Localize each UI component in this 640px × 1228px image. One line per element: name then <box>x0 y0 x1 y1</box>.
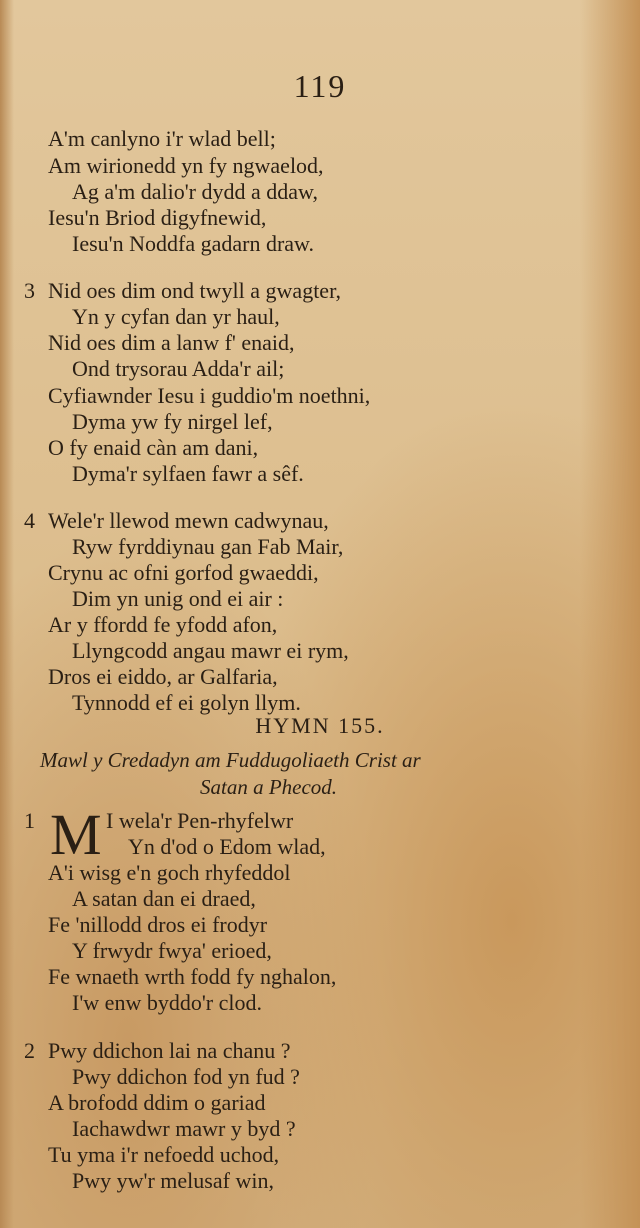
verse-line: Tu yma i'r nefoedd uchod, <box>48 1142 280 1167</box>
page-number: 119 <box>293 68 347 104</box>
verse-line: Iachawdwr mawr y byd ? <box>72 1116 296 1141</box>
verse-line: Ond trysorau Adda'r ail; <box>72 356 285 381</box>
drop-cap: M <box>50 802 102 867</box>
verse-line: I wela'r Pen-rhyfelwr <box>106 808 294 833</box>
stanza-number: 1 <box>24 808 35 833</box>
verse-line: Yn d'od o Edom wlad, <box>128 834 326 859</box>
verse-line: Iesu'n Noddfa gadarn draw. <box>72 231 314 256</box>
hymn-subtitle-line: Mawl y Credadyn am Fuddugoliaeth Crist ar <box>40 748 421 772</box>
verse-line: Pwy ddichon fod yn fud ? <box>72 1064 300 1089</box>
verse-line: Iesu'n Briod digyfnewid, <box>48 205 267 230</box>
verse-line: A'i wisg e'n goch rhyfeddol <box>48 860 291 885</box>
verse-line: Cyfiawnder Iesu i guddio'm noethni, <box>48 383 371 408</box>
verse-line: Pwy yw'r melusaf win, <box>72 1168 274 1193</box>
verse-line: Wele'r llewod mewn cadwynau, <box>48 508 329 533</box>
verse-line: A'm canlyno i'r wlad bell; <box>48 126 276 151</box>
verse-line: O fy enaid càn am dani, <box>48 435 259 460</box>
verse-line: Y frwydr fwya' erioed, <box>72 938 272 963</box>
verse-line: Am wirionedd yn fy ngwaelod, <box>48 153 324 178</box>
verse-line: A satan dan ei draed, <box>72 886 256 911</box>
verse-line: Nid oes dim a lanw f' enaid, <box>48 330 295 355</box>
verse-line: Ag a'm dalio'r dydd a ddaw, <box>72 179 318 204</box>
verse-line: Yn y cyfan dan yr haul, <box>72 304 280 329</box>
verse-line: A brofodd ddim o gariad <box>48 1090 266 1115</box>
stanza-number: 4 <box>24 508 35 533</box>
verse-line: Pwy ddichon lai na chanu ? <box>48 1038 291 1063</box>
verse-line: Dyma'r sylfaen fawr a sêf. <box>72 461 304 486</box>
stanza-number: 3 <box>24 278 35 303</box>
verse-line: Ryw fyrddiynau gan Fab Mair, <box>72 534 344 559</box>
verse-line: Llyngcodd angau mawr ei rym, <box>72 638 349 663</box>
verse-line: Fe 'nillodd dros ei frodyr <box>48 912 268 937</box>
verse-line: I'w enw byddo'r clod. <box>72 990 262 1015</box>
verse-line: Crynu ac ofni gorfod gwaeddi, <box>48 560 319 585</box>
verse-line: Dim yn unig ond ei air : <box>72 586 284 611</box>
verse-line: Nid oes dim ond twyll a gwagter, <box>48 278 342 303</box>
verse-line: Fe wnaeth wrth fodd fy nghalon, <box>48 964 337 989</box>
verse-line: Dyma yw fy nirgel lef, <box>72 409 273 434</box>
hymn-subtitle-line: Satan a Phecod. <box>200 775 338 799</box>
stanza-number: 2 <box>24 1038 35 1063</box>
verse-line: Tynnodd ef ei golyn llym. <box>72 690 301 715</box>
page-edge-shadow-left <box>0 0 14 1228</box>
verse-line: Dros ei eiddo, ar Galfaria, <box>48 664 278 689</box>
verse-line: Ar y ffordd fe yfodd afon, <box>48 612 278 637</box>
page-edge-stain-right <box>580 0 640 1228</box>
hymn-title: HYMN 155. <box>255 713 385 738</box>
